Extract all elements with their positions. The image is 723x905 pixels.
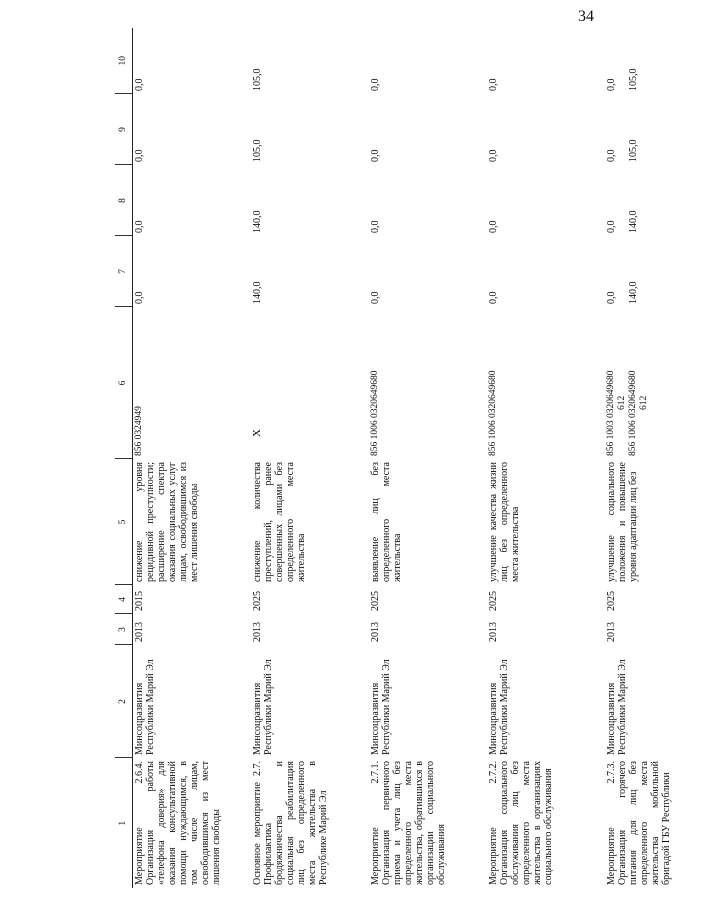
header-cell: 2: [115, 645, 133, 758]
budget-code: [369, 307, 487, 459]
start-year: 2013: [606, 622, 617, 642]
value-col8: 0,0: [370, 220, 381, 233]
expected-result: снижение уровня рецидивной преступности; расширение спектра оказания социальных услуг лицам, освободившимся из мест лишения свободы: [134, 462, 200, 582]
expected-result: снижение количества преступлений, ранее совершенных лицами без определенного места жительства: [252, 462, 307, 582]
budget-code-line: 856 1006 0320649680: [488, 370, 498, 456]
end-year: 2025: [370, 591, 381, 611]
header-cell: 7: [115, 236, 133, 307]
value-col9: 0,0: [370, 149, 381, 162]
header-row: [115, 28, 133, 888]
expected-result: улучшение качества жизни лиц без определенного места жительства: [488, 462, 521, 582]
program-activities-table: [115, 28, 723, 888]
end-year: 2025: [252, 591, 263, 611]
table-row: [487, 28, 605, 888]
value-line: 140,0: [628, 210, 639, 233]
activity-name: Мероприятие 2.6.4. Организация работы «телефона доверия» для оказания консультативной помощи нуждающимся, в том числе лицам, освободившимся из мест лишения свободы: [134, 761, 222, 885]
budget-code-line: X: [251, 429, 263, 437]
value-col10: [605, 28, 723, 94]
header-cell: 1: [115, 758, 133, 888]
header-cell: 9: [115, 94, 133, 165]
budget-code-line: 856 0324949: [134, 406, 144, 456]
start-year: 2013: [370, 622, 381, 642]
value-col7: 0,0: [370, 291, 381, 304]
budget-code: [487, 307, 605, 459]
start-year: 2013: [134, 622, 145, 642]
value-col8: 0,0: [488, 220, 499, 233]
value-col7: 140,0: [252, 281, 263, 304]
budget-code-line: 856 1006 0320649680: [370, 370, 380, 456]
budget-code-line: 856 1006 0320649680: [628, 370, 638, 456]
value-line: 0,0: [606, 291, 617, 304]
value-col9: 0,0: [488, 149, 499, 162]
activity-name: Мероприятие 2.7.3. Организация горячего питания для лиц без определенного места жительства мобильной бригадой ГБУ Республики: [606, 761, 672, 885]
header-cell: 8: [115, 165, 133, 236]
value-line: 0,0: [606, 149, 617, 162]
table-row: [251, 28, 369, 888]
table-row: [605, 28, 723, 888]
header-cell: 3: [115, 614, 133, 645]
value-line: 140,0: [628, 281, 639, 304]
value-col9: 105,0: [252, 139, 263, 162]
expected-result: улучшение социального положения и повышение уровня адаптации лиц без: [606, 462, 639, 582]
budget-code-line: 856 1003 0320649680: [606, 370, 616, 456]
header-cell: 5: [115, 459, 133, 585]
start-year: 2013: [252, 622, 263, 642]
start-year: 2013: [488, 622, 499, 642]
value-col10: 0,0: [370, 78, 381, 91]
value-col10: 0,0: [134, 78, 145, 91]
executor: Минсоцразвития Республики Марий Эл: [134, 659, 156, 755]
end-year: 2025: [488, 591, 499, 611]
header-cell: 10: [115, 28, 133, 94]
end-year: 2015: [134, 591, 145, 611]
executor: Минсоцразвития Республики Марий Эл: [606, 659, 628, 755]
activity-name: Мероприятие 2.7.2. Организация социального обслуживания лиц без определенного места жительства в организациях социального обслуживания: [488, 761, 554, 885]
value-col7: 0,0: [134, 291, 145, 304]
expected-result: выявление лиц без определенного места жительства: [370, 462, 403, 582]
value-col9: [605, 94, 723, 165]
value-col7: [605, 236, 723, 307]
budget-code: [605, 307, 723, 459]
rotated-table-container: [115, 28, 672, 888]
value-col8: [605, 165, 723, 236]
value-col10: 105,0: [252, 68, 263, 91]
activity-name: Мероприятие 2.7.1. Организация первичного приема и учета лиц без определенного места жительства, обратившихся в организации социального обслуживания: [370, 761, 447, 885]
executor: Минсоцразвития Республики Марий Эл: [252, 659, 274, 755]
activity-name: Основное мероприятие 2.7. Профилактика бродяжничества и социальная реабилитация лиц без определенного места жительства в Республике Марий Эл: [252, 761, 329, 885]
value-line: 0,0: [606, 220, 617, 233]
executor: Минсоцразвития Республики Марий Эл: [488, 659, 510, 755]
budget-code-line: 612: [639, 395, 649, 410]
table-row: [369, 28, 487, 888]
budget-code: [133, 307, 252, 459]
end-year: 2025: [606, 591, 617, 611]
header-cell: 6: [115, 307, 133, 459]
table-row: [133, 28, 252, 888]
header-cell: 4: [115, 585, 133, 614]
budget-code-line: 612: [617, 395, 627, 410]
value-line: 105,0: [628, 139, 639, 162]
executor: Минсоцразвития Республики Марий Эл: [370, 659, 392, 755]
value-line: 0,0: [606, 78, 617, 91]
value-col8: 140,0: [252, 210, 263, 233]
value-col9: 0,0: [134, 149, 145, 162]
page-number: 34: [578, 8, 594, 25]
value-line: 105,0: [628, 68, 639, 91]
value-col7: 0,0: [488, 291, 499, 304]
value-col10: 0,0: [488, 78, 499, 91]
budget-code: [251, 307, 369, 459]
value-col8: 0,0: [134, 220, 145, 233]
